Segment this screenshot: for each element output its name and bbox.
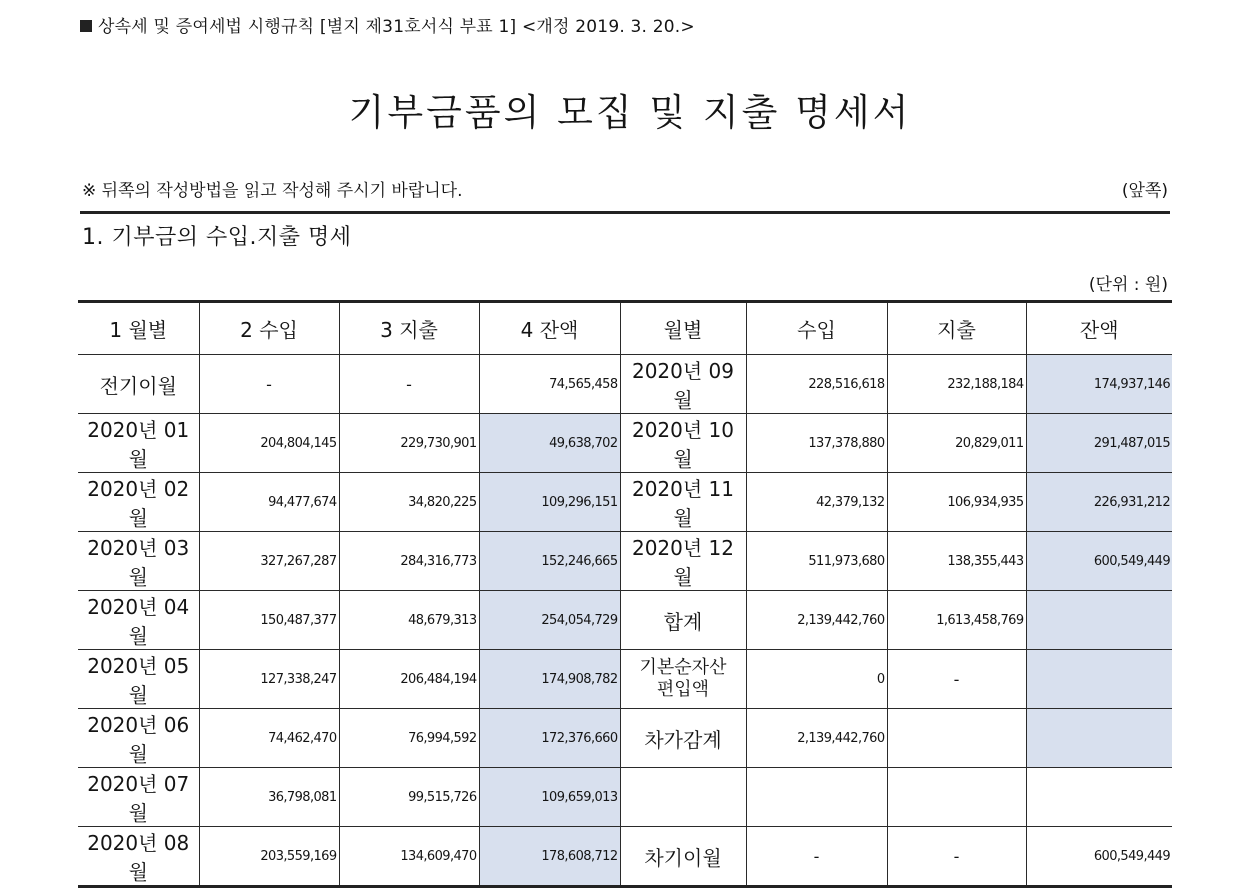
month-cell: 2020년 01월 [78, 414, 199, 473]
income-cell: 327,267,287 [199, 532, 339, 591]
table-row [78, 827, 1172, 887]
balance-cell: 600,549,449 [1026, 532, 1172, 591]
month-cell: 2020년 12월 [620, 532, 746, 591]
expense-cell [887, 709, 1026, 768]
expense-cell: 232,188,184 [887, 355, 1026, 414]
month-cell: 2020년 06월 [78, 709, 199, 768]
net-asset-transfer-label-cell: 기본순자산 편입액 [620, 650, 746, 709]
table-row [78, 591, 1172, 650]
header-income-2: 수입 [746, 302, 887, 355]
table-row [78, 355, 1172, 414]
total-expense-cell: 1,613,458,769 [887, 591, 1026, 650]
expense-cell: 138,355,443 [887, 532, 1026, 591]
balance-cell: 172,376,660 [479, 709, 620, 768]
expense-cell: - [887, 650, 1026, 709]
month-cell: 2020년 04월 [78, 591, 199, 650]
balance-cell: 109,296,151 [479, 473, 620, 532]
carried-forward-label-cell: 차기이월 [620, 827, 746, 887]
balance-cell: 109,659,013 [479, 768, 620, 827]
expense-cell [887, 768, 1026, 827]
expense-cell: 134,609,470 [339, 827, 479, 887]
balance-cell: 254,054,729 [479, 591, 620, 650]
month-cell: 2020년 02월 [78, 473, 199, 532]
square-bullet-icon [80, 20, 92, 32]
table-row [78, 473, 1172, 532]
income-cell: 137,378,880 [746, 414, 887, 473]
balance-cell: 226,931,212 [1026, 473, 1172, 532]
header-expense-1: 3 지출 [339, 302, 479, 355]
header-month-1: 1 월별 [78, 302, 199, 355]
section-title: 1. 기부금의 수입.지출 명세 [82, 225, 352, 250]
income-cell: 511,973,680 [746, 532, 887, 591]
header-balance-1: 4 잔액 [479, 302, 620, 355]
income-cell: - [199, 355, 339, 414]
income-cell: 203,559,169 [199, 827, 339, 887]
net-total-label-cell: 차가감계 [620, 709, 746, 768]
month-cell: 2020년 11월 [620, 473, 746, 532]
balance-cell: 49,638,702 [479, 414, 620, 473]
expense-cell: - [339, 355, 479, 414]
balance-cell [1026, 709, 1172, 768]
income-cell: 204,804,145 [199, 414, 339, 473]
balance-cell [1026, 650, 1172, 709]
income-cell: 228,516,618 [746, 355, 887, 414]
table-row [78, 650, 1172, 709]
expense-cell: 206,484,194 [339, 650, 479, 709]
income-cell [746, 768, 887, 827]
income-cell: 2,139,442,760 [746, 709, 887, 768]
instruction-note: ※ 뒤쪽의 작성방법을 읽고 작성해 주시기 바랍니다. [82, 181, 463, 201]
table-row [78, 414, 1172, 473]
balance-cell: 178,608,712 [479, 827, 620, 887]
balance-cell: 152,246,665 [479, 532, 620, 591]
table-row [78, 768, 1172, 827]
form-reference [80, 12, 695, 37]
month-cell: 2020년 10월 [620, 414, 746, 473]
unit-label: (단위 : 원) [1088, 275, 1168, 295]
expense-cell: 284,316,773 [339, 532, 479, 591]
balance-cell: 174,937,146 [1026, 355, 1172, 414]
expense-cell: 229,730,901 [339, 414, 479, 473]
income-cell: 127,338,247 [199, 650, 339, 709]
expense-cell: 48,679,313 [339, 591, 479, 650]
header-month-2: 월별 [620, 302, 746, 355]
expense-cell: 76,994,592 [339, 709, 479, 768]
income-cell: - [746, 827, 887, 887]
income-cell: 74,462,470 [199, 709, 339, 768]
month-cell [620, 768, 746, 827]
header-expense-2: 지출 [887, 302, 1026, 355]
total-label-cell: 합계 [620, 591, 746, 650]
donation-income-expense-table [78, 300, 1172, 888]
header-balance-2: 잔액 [1026, 302, 1172, 355]
table-row [78, 532, 1172, 591]
balance-cell: 600,549,449 [1026, 827, 1172, 887]
income-cell: 0 [746, 650, 887, 709]
expense-cell: 99,515,726 [339, 768, 479, 827]
expense-cell: - [887, 827, 1026, 887]
form-reference-text: 상속세 및 증여세법 시행규칙 [별지 제31호서식 부표 1] <개정 2019. 3. 20.> [98, 17, 695, 37]
month-cell: 2020년 03월 [78, 532, 199, 591]
month-cell: 2020년 05월 [78, 650, 199, 709]
balance-cell [1026, 768, 1172, 827]
section-divider [80, 211, 1170, 214]
income-cell: 42,379,132 [746, 473, 887, 532]
month-cell: 전기이월 [78, 355, 199, 414]
table-header-row [78, 302, 1172, 355]
month-cell: 2020년 08월 [78, 827, 199, 887]
balance-cell: 74,565,458 [479, 355, 620, 414]
income-cell: 150,487,377 [199, 591, 339, 650]
expense-cell: 106,934,935 [887, 473, 1026, 532]
balance-cell [1026, 591, 1172, 650]
balance-cell: 291,487,015 [1026, 414, 1172, 473]
month-cell: 2020년 07월 [78, 768, 199, 827]
balance-cell: 174,908,782 [479, 650, 620, 709]
document-title: 기부금품의 모집 및 지출 명세서 [348, 91, 912, 134]
page-side-label: (앞쪽) [1121, 181, 1168, 201]
table-row [78, 709, 1172, 768]
expense-cell: 20,829,011 [887, 414, 1026, 473]
total-income-cell: 2,139,442,760 [746, 591, 887, 650]
expense-cell: 34,820,225 [339, 473, 479, 532]
header-income-1: 2 수입 [199, 302, 339, 355]
income-cell: 36,798,081 [199, 768, 339, 827]
income-cell: 94,477,674 [199, 473, 339, 532]
month-cell: 2020년 09월 [620, 355, 746, 414]
